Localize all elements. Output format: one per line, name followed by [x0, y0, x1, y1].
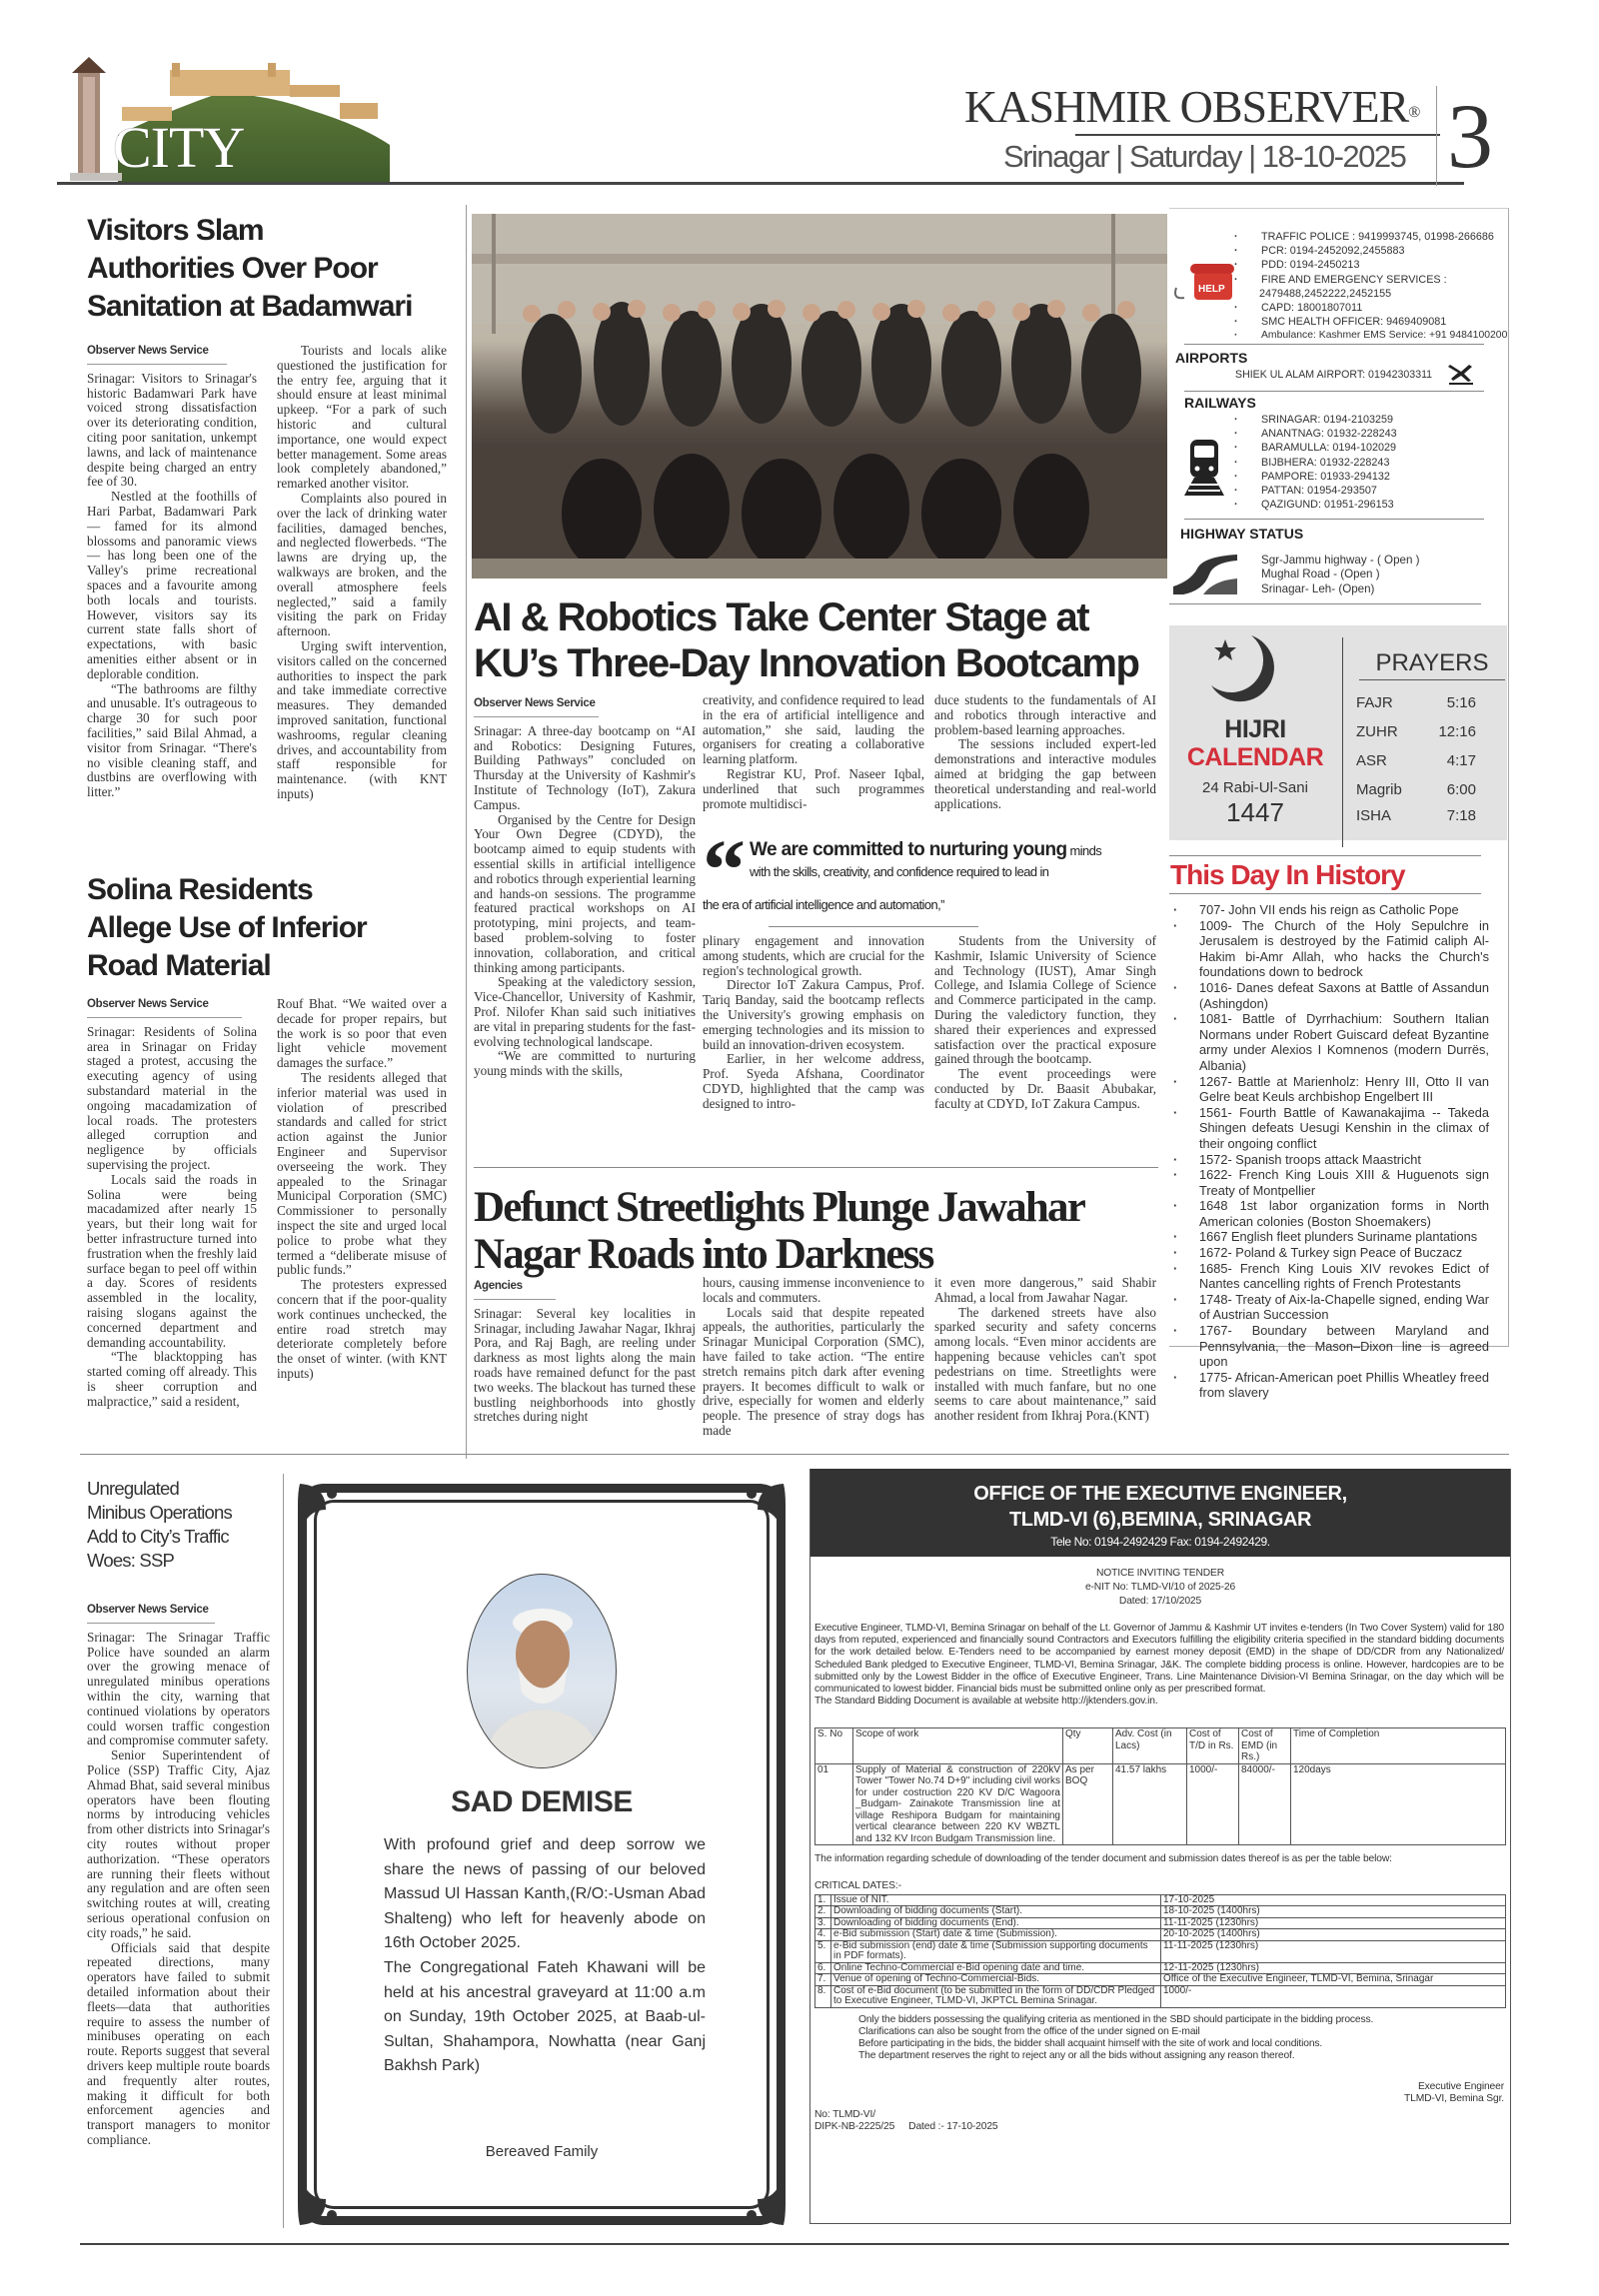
history-item: · 707- John VII ends his reign as Catholic Pope [1199, 902, 1489, 918]
table-cell: 01 [815, 1763, 853, 1845]
tender-office: TLMD-VI (6),BEMINA, SRINAGAR [1008, 1509, 1312, 1531]
history-item: · 1667 English fleet plunders Suriname plantations [1199, 1229, 1489, 1245]
history-item: · 1685- French King Louis XIV revokes Edict of Nantes cancelling rights of French Protestants [1199, 1261, 1489, 1292]
headline-line: Defunct Streetlights Plunge Jawahar [474, 1184, 1085, 1231]
prayer-row [1356, 804, 1476, 828]
table-cell: Downloading of bidding documents (End). [831, 1917, 1161, 1929]
divider [1169, 603, 1481, 604]
table-header: Cost of T/D in Rs. [1187, 1728, 1239, 1764]
obituary-title: SAD DEMISE [451, 1785, 633, 1818]
railway-item: · BIJBHERA: 01932-228243 [1261, 456, 1501, 470]
column [934, 693, 1156, 811]
table-header: S. No [815, 1728, 853, 1764]
railway-item: · BARAMULLA: 0194-102029 [1261, 441, 1501, 455]
headline [474, 1184, 1163, 1278]
paragraph: “The blacktopping has started coming off already. This is sheer corruption and malpractice,” said a resident, [87, 1349, 257, 1409]
byline: Observer News Service [87, 1603, 215, 1624]
headline [87, 871, 462, 985]
helpline-item: · PCR: 0194-2452092,2455883 [1261, 244, 1511, 258]
table-header: Cost of EMD (in Rs.) [1239, 1728, 1291, 1764]
bootcamp-group-photo [472, 214, 1167, 578]
hijri-title: HIJRI [1224, 715, 1286, 743]
tender-signatory [810, 2081, 1504, 2105]
table-header: Time of Completion [1291, 1728, 1506, 1764]
tender-intro: Executive Engineer, TLMD-VI, Bemina Srinagar on behalf of the Lt. Governor of Jammu & Kashmir UT invites e-tenders (In Two Cover System) valid for 180 days from reputed, experienced and financially sound Contractors and Executors fulfilling the eligibility criteria specified in the standard bidding documents for the work detailed below. E-Tenders need to be accompanied by earnest money deposit (EMD) in the shape of DD/CDR from any Nationalized/ Scheduled Bank pledged to Executive Engineer, TLMD-VI, Bemina Srinagar, J&K. The complete bidding process is online. However, hardcopies are to be submitted only by the Lowest Bidder in the office of Executive Engineer, Trans. Line Maintenance Division-VI Bemina Srinagar, on the day which will be communicated to lowest bidder. Financial bids must be submitted online only as per prescribed format. [814, 1623, 1504, 1696]
table-cell: 1000/- [1187, 1763, 1239, 1845]
paragraph: Director IoT Zakura Campus, Prof. Tariq Banday, said the bootcamp reflects the University's growing emphasis on emerging technologies and its mission to build an innovation-driven ecosystem. [703, 977, 924, 1052]
table-cell: Venue of opening of Techno-Commercial-Bids. [831, 1974, 1161, 1986]
tender-title: NOTICE INVITING TENDER [1095, 1568, 1225, 1579]
paragraph: Srinagar: The Srinagar Traffic Police have sounded an alarm over the growing menace of unregulated minibus operations within the city, warning that continued violations by operators could worsen traffic congestion and compromise commuter safety. [87, 1629, 270, 1748]
paragraph: hours, causing immense inconvenience to locals and commuters. [703, 1275, 924, 1305]
tender-header [810, 1469, 1510, 1557]
corner-ornament-icon [296, 1480, 356, 1540]
paragraph: Srinagar: Residents of Solina area in Srinagar on Friday staged a protest, accusing the executing agency of using substandard material in the ongoing macadamization of local roads. The protesters alleged corruption and negligence by officials supervising the project. [87, 1023, 257, 1172]
railway-item: · PAMPORE: 01933-294132 [1261, 470, 1501, 484]
paragraph: The event proceedings were conducted by Dr. Baasit Abubakar, faculty at CDYD, IoT Zakura Campus. [934, 1066, 1156, 1111]
table-row [815, 1962, 1506, 1974]
headline-line: Solina Residents [87, 873, 313, 906]
paragraph: Srinagar: A three-day bootcamp on “AI and Robotics: Designing Futures, Building Pathways” concluded on Thursday at the University of Kashmir's Institute of Technology (IoT), Zakura Campus. [474, 722, 696, 812]
table-cell: 3. [815, 1917, 831, 1929]
paragraph: Registrar KU, Prof. Naseer Iqbal, underlined that such programmes promote multidisci- [703, 765, 924, 811]
table-header: Scope of work [853, 1728, 1063, 1764]
critical-dates-wrap [814, 1894, 1506, 2008]
dateline: Srinagar | Saturday | 18-10-2025 [1003, 139, 1406, 174]
helpline-item: · PDD: 0194-2450213 [1261, 258, 1511, 272]
article-divider [474, 1167, 1158, 1168]
paragraph: Urging swift intervention, visitors called on the concerned authorities to inspect the park and take immediate corrective measures. They demanded improved sanitation, functional washrooms, regular cleaning drives, and accountability from staff responsible for maintenance. (with KNT inputs) [277, 637, 447, 801]
table-cell: 84000/- [1239, 1763, 1291, 1845]
corner-ornament-icon [728, 2169, 788, 2229]
prayer-name: ZUHR [1356, 723, 1398, 740]
article-streetlights [474, 1184, 1163, 1278]
column [703, 1276, 924, 1439]
helpline-item: · Ambulance: Kashmer EMS Service: +91 9484100200 [1261, 329, 1511, 343]
column [934, 1276, 1156, 1424]
pull-quote-rule [769, 926, 978, 927]
tender-ref-date: Dated :- 17-10-2025 [908, 2121, 998, 2133]
table-header: Adv. Cost (in Lacs) [1113, 1728, 1187, 1764]
paragraph: The protesters expressed concern that if the poor-quality work continues unchecked, the entire road stretch may deteriorate completely before the onset of winter. (with KNT inputs) [277, 1277, 447, 1381]
critical-dates-table [814, 1894, 1506, 2008]
article-minibus [87, 1477, 277, 2148]
svg-text:HELP: HELP [1198, 284, 1225, 295]
headline [87, 1477, 277, 1573]
headline [87, 212, 462, 326]
history-item: · 1672- Poland & Turkey sign Peace of Buczacz [1199, 1245, 1489, 1261]
fire-numbers: 2479488,2452222,2452155 [1259, 287, 1392, 300]
table-row [815, 1906, 1506, 1918]
helpline-item: · SMC HEALTH OFFICER: 9469409081 [1261, 315, 1511, 329]
newspaper-brand [964, 82, 1419, 132]
paragraph: Complaints also poured in over the lack of drinking water facilities, damaged benches, and neglected flowerbeds. “The lawns are drying up, the walkways are broken, and the overall atmosphere feels neglected,” said a family visiting the park on Friday afternoon. [277, 490, 447, 639]
table-cell: As per BOQ [1063, 1763, 1113, 1845]
telephone-help-icon [1174, 258, 1234, 307]
quote-mark-icon: “ [703, 821, 746, 917]
paragraph: Officials said that despite repeated directions, many operators have failed to submit detailed information about their fleets—data that authorities require to assess the number of minibuses operating on each route. Reports suggest that several drivers keep multiple route boards and frequently alter routes, making it difficult for both enforcement agencies and transport managers to monitor compliance. [87, 1939, 270, 2147]
corner-ornament-icon [296, 2169, 356, 2229]
paragraph: Organised by the Centre for Design Your Own Degree (CDYD), the bootcamp aimed to equip students with essential skills in artificial intelligence and robotics through experiential learning and hands-on sessions. The programme featured practical workshops on AI prototyping, mini projects, and team-based problem-solving to foster innovation, collaboration, and critical thinking among participants. [474, 811, 696, 975]
pull-quote-text: minds [1066, 843, 1102, 858]
critical-dates-title: CRITICAL DATES:- [814, 1879, 901, 1891]
headline-line: Authorities Over Poor [87, 252, 378, 285]
corner-ornament-icon [728, 1480, 788, 1540]
section-divider [80, 1454, 1509, 1455]
table-cell: Office of the Executive Engineer, TLMD-VI, Bemina, Srinagar [1161, 1974, 1506, 1986]
dipk-number: DIPK-NB-2225/25 [814, 2121, 895, 2133]
obituary-paragraph: With profound grief and deep sorrow we share the news of passing of our beloved Massud Ul Hassan Kanth,(R/O:-Usman Abad Shalteng) who left for heavenly abode on 16th October 2025. [384, 1836, 706, 1952]
table-cell: Issue of NIT. [831, 1894, 1161, 1906]
headline-line: AI & Robotics Take Center Stage at [474, 595, 1089, 639]
column [87, 344, 257, 802]
page-number: 3 [1436, 86, 1493, 186]
history-item: · 1767- Boundary between Maryland and Pennsylvania, the Mason–Dixon line is agreed upon [1199, 1323, 1489, 1370]
tender-sbd-link[interactable]: The Standard Bidding Document is available at website http://jktenders.gov.in. [814, 1696, 1158, 1708]
pull-quote-text: with the skills, creativity, and confidence required to lead in [750, 864, 1049, 879]
tender-title-block [810, 1567, 1510, 1609]
headline-line: Visitors Slam [87, 214, 264, 247]
history-item: · 1572- Spanish troops attack Maastricht [1199, 1152, 1489, 1168]
tender-notes [858, 2014, 1506, 2063]
table-row [815, 1763, 1506, 1845]
history-item: · 1016- Danes defeat Saxons at Battle of Assandun (Ashingdon) [1199, 980, 1489, 1011]
paragraph: Earlier, in her welcome address, Prof. Syeda Afshana, Coordinator CDYD, highlighted that the camp was designed to intro- [703, 1051, 924, 1111]
paragraph: “The bathrooms are filthy and unusable. It's outrageous to charge 30 for such poor facilities,” said Bilal Ahmad, a visitor from Srinagar. “There's no visible cleaning staff, and dustbins are overflowing with litter.” [87, 680, 257, 800]
paragraph: Srinagar: Visitors to Srinagar's historic Badamwari Park have voiced strong dissatisfaction over its deteriorating condition, citing poor sanitation, unkempt lawns, and lack of maintenance despite being charged an entry fee of 30. [87, 370, 257, 490]
history-item: · 1748- Treaty of Aix-la-Chapelle signed, ending War of Austrian Succession [1199, 1292, 1489, 1323]
paragraph: Senior Superintendent of Police (SSP) Traffic City, Ajaz Ahmad Bhat, said several minibus operators have been flouting norms by introducing vehicles from other districts into Srinagar's city routes without proper authorization. “These operators are running their fleets without any regulation and are often seen switching routes at will, creating serious operational confusion on city roads,” he said. [87, 1747, 270, 1940]
tender-date: Dated: 17/10/2025 [1118, 1596, 1202, 1607]
byline: Observer News Service [87, 344, 227, 365]
headline-line: Allege Use of Inferior [87, 911, 367, 944]
crescent-star-icon [1209, 633, 1285, 709]
hijri-year: 1447 [1226, 797, 1284, 827]
prayer-time: 7:18 [1446, 807, 1476, 824]
train-icon [1184, 440, 1224, 502]
divider [1184, 519, 1484, 520]
tender-ref-no: No: TLMD-VI/ [814, 2109, 875, 2121]
prayer-time: 4:17 [1446, 752, 1476, 769]
group-photo-illustration [472, 214, 1167, 578]
table-cell: 2. [815, 1906, 831, 1918]
registered-mark: ® [1408, 104, 1420, 121]
railway-item: · PATTAN: 01954-293507 [1261, 484, 1501, 498]
hijri-calendar-box [1169, 625, 1507, 840]
article-ai-bootcamp [474, 594, 1163, 686]
highway-title: HIGHWAY STATUS [1180, 526, 1304, 542]
table-cell: 120days [1291, 1763, 1506, 1845]
paragraph: Rouf Bhat. “We waited over a decade for proper repairs, but the work is so poor that even light vehicle movement damages the surface.” [277, 996, 447, 1071]
byline: Agencies [474, 1279, 556, 1300]
table-cell: 11-11-2025 (1230hrs) [1161, 1940, 1506, 1962]
table-cell: 1. [815, 1894, 831, 1906]
table-cell: 11-11-2025 (1230hrs) [1161, 1917, 1506, 1929]
masthead-divider [57, 182, 1464, 185]
history-item: · 1009- The Church of the Holy Sepulchre in Jerusalem is destroyed by the Fatimid caliph Al-Hakim bi-Amr Allah, who hacks the Church's foundations down to bedrock [1199, 918, 1489, 980]
obituary-paragraph: The Congregational Fateh Khawani will be held at his ancestral graveyard at 11:00 a.m on Sunday, 19th October 2025, at Baab-ul-Sultan, Shahampora, Nowhatta (near Ganj Bakhsh Park) [384, 1958, 706, 2075]
table-row [815, 1917, 1506, 1929]
paragraph: plinary engagement and innovation among students, which are crucial for the region's technological growth. [703, 933, 924, 978]
obituary-signoff: Bereaved Family [485, 2143, 599, 2160]
prayer-times [1356, 688, 1476, 828]
tender-note: The department reserves the right to reject any or all the bids without assigning any reason thereof. [858, 2050, 1295, 2062]
prayer-row [1356, 775, 1476, 804]
column [703, 934, 924, 1112]
column [277, 997, 447, 1410]
prayers-title: PRAYERS [1359, 649, 1505, 680]
divider [1169, 893, 1481, 894]
column [934, 934, 1156, 1112]
column [474, 1279, 696, 1425]
byline: Observer News Service [87, 997, 242, 1018]
helpline-item-continued [1259, 287, 1511, 301]
paragraph: creativity, and confidence required to lead in the era of artificial intelligence and automation,” she said, lauding the organisers for creating a collaborative learning platform. [703, 692, 924, 767]
highway-item: Sgr-Jammu highway - ( Open ) [1261, 554, 1420, 567]
table-cell: 7. [815, 1974, 831, 1986]
column [87, 997, 257, 1410]
prayer-row [1356, 717, 1476, 746]
prayer-time: 5:16 [1446, 694, 1476, 711]
helpline-item: · FIRE AND EMERGENCY SERVICES : [1261, 273, 1511, 287]
tender-reference [814, 2109, 1506, 2133]
obituary-body [384, 1833, 706, 2079]
table-cell: 4. [815, 1929, 831, 1941]
table-cell: 18-10-2025 (1400hrs) [1161, 1906, 1506, 1918]
prayer-row [1356, 746, 1476, 775]
headline-line: Add to City’s Traffic [87, 1526, 229, 1547]
headline-line: Sanitation at Badamwari [87, 290, 413, 323]
railway-item: · ANANTNAG: 01932-228243 [1261, 427, 1501, 441]
table-cell: 12-11-2025 (1230hrs) [1161, 1962, 1506, 1974]
helpline-item: · CAPD: 18001807011 [1261, 301, 1511, 315]
table-cell: 8. [815, 1985, 831, 2007]
table-cell: Supply of Material & construction of 220kV Tower "Tower No.74 D+9" including civil works for under costruction 220 KV D/C Wagoora _Budgam- Zainakote Transmission line at village Reshipora Budgam for maintaining vertical clearance between 220 KV WBZTL and 132 KV Ircon Budgam Transmission line. [853, 1763, 1063, 1845]
history-item: · 1648 1st labor organization forms in North American colonies (Boston Shoemakers) [1199, 1198, 1489, 1229]
helpline-list [1261, 230, 1511, 344]
road-icon [1173, 551, 1237, 598]
hijri-date: 24 Rabi-Ul-Sani [1202, 779, 1308, 796]
column [474, 696, 696, 1079]
table-row [815, 1974, 1506, 1986]
history-item: · 1622- French King Louis XIII & Huguenots sign Treaty of Montpellier [1199, 1167, 1489, 1198]
table-row [815, 1985, 1506, 2007]
pull-quote-text: the era of artificial intelligence and automation,” [703, 897, 944, 912]
prayer-name: ASR [1356, 752, 1387, 769]
article-badamwari [87, 212, 462, 802]
tender-note: Only the bidders possessing the qualifying criteria as mentioned in the SBD should participate in the bidding process. [858, 2013, 1374, 2025]
paragraph: The darkened streets have also sparked security and safety concerns among locals. “Even minor accidents are happening because vehicles can't spot pedestrians on time. Streetlights were installed with much fanfare, but no one seems to care about maintenance,” said another resident from Ikhraj Pora.(KNT) [934, 1304, 1156, 1424]
paragraph: Locals said the roads in Solina were being macadamized after nearly 15 years, but their long wait for better infrastructure turned into frustration when the freshly laid surface began to peel off within a day. Scores of residents assembled in the locality, raising slogans against the concerned department and demanding accountability. [87, 1171, 257, 1350]
section-label: CITY [113, 115, 245, 180]
prayer-row [1356, 688, 1476, 717]
brand-rule [1075, 134, 1440, 136]
column [703, 693, 924, 811]
headline-line: Unregulated [87, 1478, 179, 1499]
hijri-subtitle: CALENDAR [1186, 743, 1324, 771]
table-cell: 1000/- [1161, 1985, 1506, 2007]
paragraph: “We are committed to nurturing young minds with the skills, [474, 1048, 696, 1079]
column [87, 1603, 270, 2148]
paragraph: Locals said that despite repeated appeals, the authorities, particularly the Srinagar Municipal Corporation (SMC), have failed to take action. “The entire stretch remains pitch dark after evening prayers. It becomes difficult to walk or drive, especially for women and elderly people. The presence of stray dogs has made [703, 1304, 924, 1438]
tender-schedule-line: The information regarding schedule of downloading of the tender document and submission dates thereof is as per the table below: [814, 1853, 1392, 1865]
tender-office: OFFICE OF THE EXECUTIVE ENGINEER, [973, 1483, 1347, 1505]
railways-list [1261, 413, 1501, 512]
table-cell: Downloading of bidding documents (Start). [831, 1906, 1161, 1918]
headline [474, 594, 1163, 686]
tender-contact: Tele No: 0194-2492429 Fax: 0194-2492429. [1050, 1535, 1270, 1549]
brand-name: KASHMIR OBSERVER [964, 81, 1409, 132]
paragraph: Srinagar: Several key localities in Srinagar, including Jawahar Nagar, Ikhraj Pora, and Raj Bagh, are reeling under darkness as most lights along the main roads have remained defunct for the past two weeks. The blackout has turned these bustling neighborhoods into ghostly stretches during night [474, 1305, 696, 1425]
paragraph: Students from the University of Kashmir, Islamic University of Science and Technology (IUST), Amar Singh College, and Islamia College of Science and Commerce participated in the camp. During the valedictory function, they shared their experiences and expressed satisfaction over the practical exposure gained through the bootcamp. [934, 933, 1156, 1067]
highway-item: Mughal Road - (Open ) [1261, 568, 1380, 581]
work-table [814, 1727, 1506, 1845]
divider [1184, 344, 1484, 345]
railway-item: · QAZIGUND: 01951-296153 [1261, 498, 1501, 512]
article-solina [87, 871, 462, 1410]
paragraph: Speaking at the valedictory session, Vice-Chancellor, University of Kashmir, Prof. Nilofer Khan said such initiatives are vital in preparing students for the fast-evolving technological landscape. [474, 974, 696, 1049]
pull-quote-emphasis: We are committed to nurturing young [750, 839, 1067, 860]
table-cell: e-Bid submission (end) date & time (Submission supporting documents in PDF formats). [831, 1940, 1161, 1962]
signatory-office: TLMD-VI, Bemina Sgr. [1404, 2092, 1504, 2104]
byline: Observer News Service [474, 696, 599, 717]
history-item: · 1775- African-American poet Phillis Wheatley freed from slavery [1199, 1370, 1489, 1401]
table-cell: 6. [815, 1962, 831, 1974]
airports-title: AIRPORTS [1175, 350, 1248, 366]
table-cell: Online Techno-Commercial e-Bid opening date and time. [831, 1962, 1161, 1974]
table-cell: e-Bid submission (Start) date & time (Submission). [831, 1929, 1161, 1941]
headline-line: Woes: SSP [87, 1550, 175, 1571]
prayer-time: 6:00 [1446, 781, 1476, 798]
paragraph: The sessions included expert-led demonstrations and interactive modules aimed at bridging the gap between theoretical understanding and real-world applications. [934, 736, 1156, 811]
helpline-item: · TRAFFIC POLICE : 9419993745, 01998-266686 [1261, 230, 1511, 244]
column-divider [466, 205, 467, 1459]
history-title: This Day In History [1170, 859, 1405, 890]
work-table-wrap [814, 1727, 1506, 1845]
history-item: · 1267- Battle at Marienholz: Henry III, Otto II van Gelre beat Keuls archbishop Engelbert III [1199, 1074, 1489, 1105]
table-header: Qty [1063, 1728, 1113, 1764]
railways-title: RAILWAYS [1184, 395, 1256, 411]
column-divider [283, 1474, 284, 2228]
airport-number: SHIEK UL ALAM AIRPORT: 01942303311 [1235, 369, 1433, 381]
paragraph: The residents alleged that inferior material was used in violation of prescribed standards and called for strict action against the Junior Engineer and Supervisor overseeing the work. They appealed to the Srinagar Municipal Corporation (SMC) Commissioner to personally inspect the site and urged local police to probe what they termed a “deliberate misuse of public funds.” [277, 1069, 447, 1278]
hijri-divider [1342, 637, 1343, 847]
headline-line: Road Material [87, 949, 271, 982]
table-header-row [815, 1728, 1506, 1764]
prayer-name: ISHA [1356, 807, 1392, 824]
history-item: · 1561- Fourth Battle of Kawanakajima -- Takeda Shingen defeats Uesugi Kenshin in the climax of their ongoing conflict [1199, 1105, 1489, 1152]
headline-line: Minibus Operations [87, 1502, 232, 1523]
table-cell: 5. [815, 1940, 831, 1962]
railway-item: · SRINAGAR: 0194-2103259 [1261, 413, 1501, 427]
paragraph: Tourists and locals alike questioned the justification for the entry fee, arguing that it should ensure at least minimal upkeep. “For a park of such historic and cultural importance, one would expect better management. Some areas look completely abandoned,” remarked another visitor. [277, 343, 447, 492]
table-cell: 41.57 lakhs [1113, 1763, 1187, 1845]
tender-note: Before participating in the bids, the bidder shall acquaint himself with the site of work and local conditions. [858, 2038, 1323, 2050]
table-row [815, 1940, 1506, 1962]
headline-line: KU’s Three-Day Innovation Bootcamp [474, 641, 1139, 685]
deceased-portrait [467, 1574, 617, 1768]
headline-line: Nagar Roads into Darkness [474, 1231, 933, 1278]
prayer-name: Magrib [1356, 781, 1402, 798]
paragraph: it even more dangerous,” said Shabir Ahmad, a local from Jawahar Nagar. [934, 1275, 1156, 1305]
paragraph: duce students to the fundamentals of AI and robotics through interactive and problem-based learning approaches. [934, 692, 1156, 737]
column [277, 344, 447, 802]
history-list [1199, 902, 1489, 1401]
page-bottom-rule [80, 2243, 1509, 2245]
signatory-title: Executive Engineer [1417, 2080, 1504, 2092]
paragraph: Nestled at the foothills of Hari Parbat, Badamwari Park — famed for its almond blossoms and panoramic views — has long been one of the Valley's prime recreational spaces and a favourite among both locals and tourists. However, visitors say its current state falls short of expectations, with basic amenities either absent or in deplorable condition. [87, 489, 257, 681]
table-row [815, 1894, 1506, 1906]
divider [1184, 391, 1484, 392]
history-item: · 1081- Battle of Dyrrhachium: Southern Italian Normans under Robert Guiscard defeat Byzantine army under Alexios I Komnenos (modern Durrës, Albania) [1199, 1011, 1489, 1073]
table-cell: 20-10-2025 (1400hrs) [1161, 1929, 1506, 1941]
prayer-name: FAJR [1356, 694, 1393, 711]
prayer-time: 12:16 [1438, 723, 1476, 740]
divider [1169, 855, 1481, 856]
tender-enit: e-NIT No: TLMD-VI/10 of 2025-26 [1084, 1582, 1236, 1593]
table-row [815, 1929, 1506, 1941]
table-cell: 17-10-2025 [1161, 1894, 1506, 1906]
table-cell: Cost of e-Bid document (to be submitted in the form of DD/CDR Pledged to Executive Engineer, TLMD-VI, JKPTCL Bemina Srinagar. [831, 1985, 1161, 2007]
tender-note: Clarifications can also be sought from the office of the under signed on E-mail [858, 2026, 1200, 2038]
tender-notice [809, 1469, 1511, 2224]
airplane-icon [1447, 361, 1475, 389]
pull-quote [703, 821, 1157, 927]
highway-item: Srinagar- Leh- (Open) [1261, 581, 1375, 595]
highway-list [1261, 554, 1420, 596]
obituary-notice [292, 1474, 792, 2233]
